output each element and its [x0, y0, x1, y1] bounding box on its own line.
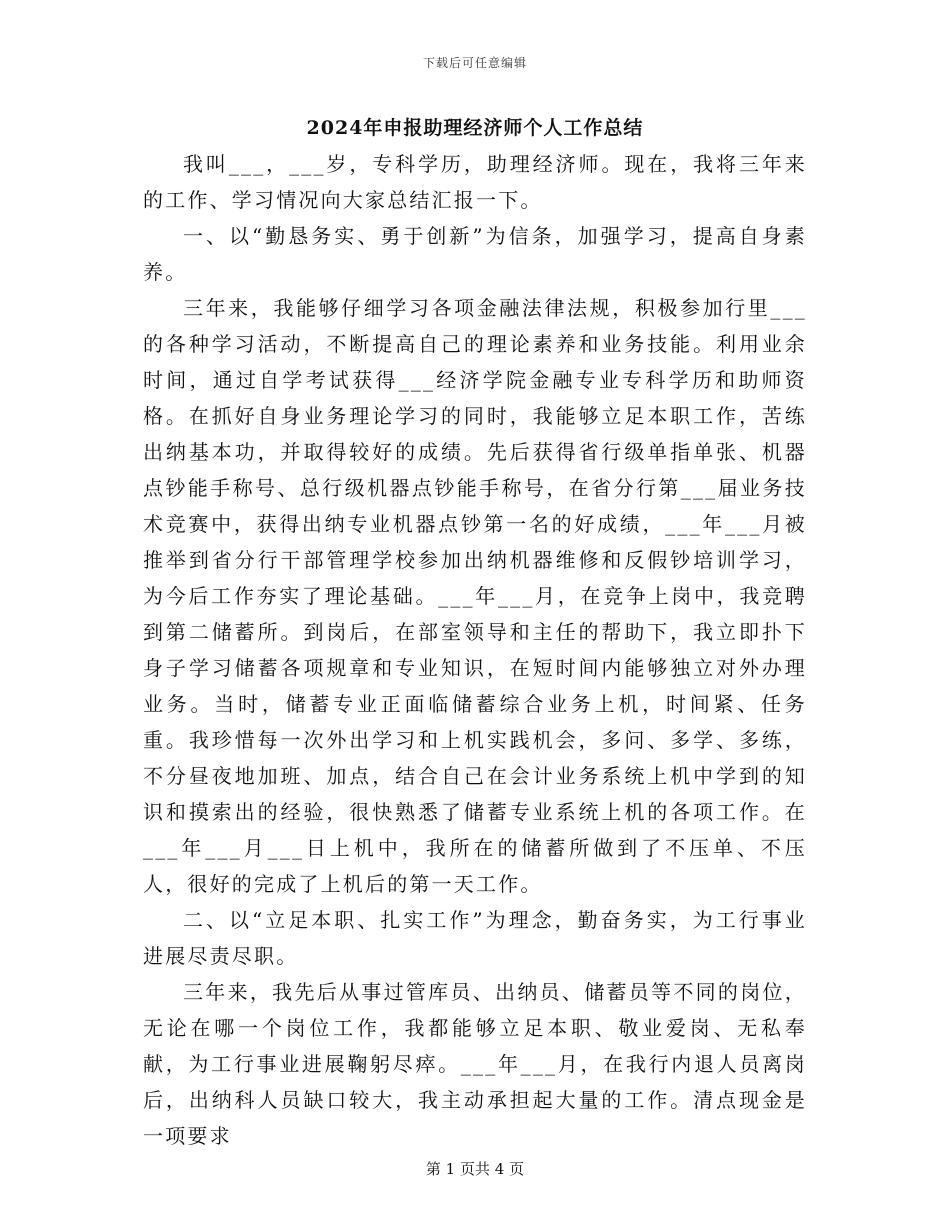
- paragraph-section-1-heading: 一、以“勤恳务实、勇于创新”为信条，加强学习，提高自身素养。: [143, 224, 807, 284]
- document-body: [143, 146, 807, 1154]
- paragraph-section-1-body: 三年来，我能够仔细学习各项金融法律法规，积极参加行里___的各种学习活动，不断提高自己的理论素养和业务技能。利用业余时间，通过自学考试获得___经济学院金融专业专科学历和助师资格。在抓好自身业务理论学习的同时，我能够立足本职工作，苦练出纳基本功，并取得较好的成绩。先后获得省行级单指单张、机器点钞能手称号、总行级机器点钞能手称号，在省分行第___届业务技术竞赛中，获得出纳专业机器点钞第一名的好成绩，___年___月被推举到省分行干部管理学校参加出纳机器维修和反假钞培训学习，为今后工作夯实了理论基础。___年___月，在竞争上岗中，我竞聘到第二储蓄所。到岗后，在部室领导和主任的帮助下，我立即扑下身子学习储蓄各项规章和专业知识，在短时间内能够独立对外办理业务。当时，储蓄专业正面临储蓄综合业务上机，时间紧、任务重。我珍惜每一次外出学习和上机实践机会，多问、多学、多练，不分昼夜地加班、加点，结合自己在会计业务系统上机中学到的知识和摸索出的经验，很快熟悉了储蓄专业系统上机的各项工作。在___年___月___日上机中，我所在的储蓄所做到了不压单、不压人，很好的完成了上机后的第一天工作。: [143, 296, 807, 896]
- document-title: 2024年申报助理经济师个人工作总结: [306, 117, 644, 139]
- paragraph-intro: 我叫___，___岁，专科学历，助理经济师。现在，我将三年来的工作、学习情况向大家总结汇报一下。: [143, 152, 807, 212]
- header-note: 下载后可任意编辑: [422, 56, 527, 70]
- page-number-footer: 第 1 页共 4 页: [425, 1160, 525, 1178]
- paragraph-section-2-heading: 二、以“立足本职、扎实工作”为理念，勤奋务实，为工行事业进展尽责尽职。: [143, 908, 807, 968]
- paragraph-section-2-body: 三年来，我先后从事过管库员、出纳员、储蓄员等不同的岗位，无论在哪一个岗位工作，我都能够立足本职、敬业爱岗、无私奉献，为工行事业进展鞠躬尽瘁。___年___月，在我行内退人员离岗后，出纳科人员缺口较大，我主动承担起大量的工作。清点现金是一项要求: [143, 980, 807, 1148]
